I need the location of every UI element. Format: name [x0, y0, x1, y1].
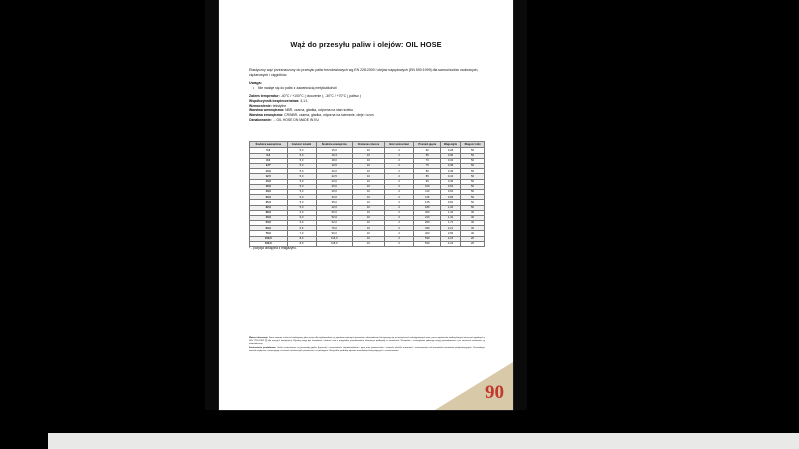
table-cell: 2	[384, 174, 414, 179]
page-number: 90	[485, 382, 504, 403]
table-header-cell: Ilość wzmocnień	[384, 142, 414, 148]
table-cell: 40	[461, 226, 485, 231]
table-cell: 42,0	[316, 205, 353, 210]
table-cell: 330	[414, 226, 441, 231]
table-cell: 50	[461, 184, 485, 189]
spec-key: Wzmocnienie:	[249, 103, 272, 108]
spec-key: Warstwa wewnętrzna:	[249, 108, 285, 113]
table-cell: 65	[414, 153, 441, 158]
table-cell: 50	[461, 195, 485, 200]
footer-label-1: Ważne informacje:	[249, 337, 269, 339]
table-cell: 50	[461, 205, 485, 210]
table-cell: 100	[414, 184, 441, 189]
table-cell: 10	[353, 164, 385, 169]
table-cell: 210	[414, 215, 441, 220]
table-cell: 5,0	[287, 153, 316, 158]
table-cell: 13,0	[250, 179, 288, 184]
table-cell: 70	[414, 158, 441, 163]
table-cell: 6,5	[287, 226, 316, 231]
table-cell: 102,0	[250, 241, 288, 246]
table-cell: 2	[384, 153, 414, 158]
table-cell: 5,0	[287, 195, 316, 200]
table-cell: 2,82	[441, 231, 461, 236]
table-header-cell: Długość rolki	[461, 142, 485, 148]
spec-key: Zakres temperatur:	[249, 94, 280, 99]
table-cell: 62,0	[316, 221, 353, 226]
table-cell: 16,3	[316, 153, 353, 158]
table-cell: 5,0	[287, 164, 316, 169]
table-cell: 40	[461, 221, 485, 226]
catalog-page	[219, 0, 513, 410]
table-cell: 0,81	[441, 200, 461, 205]
table-cell: 40	[461, 215, 485, 220]
spec-key: Oznakowanie:	[249, 117, 272, 122]
table-cell: 20,0	[250, 195, 288, 200]
table-cell: 1,34	[441, 210, 461, 215]
footer-paragraph-2	[249, 347, 485, 353]
table-cell: 20	[461, 241, 485, 246]
product-table	[249, 141, 485, 247]
table-cell: 5,0	[287, 189, 316, 194]
table-cell: 180	[414, 205, 441, 210]
table-cell: 2	[384, 148, 414, 153]
table-cell: 2	[384, 195, 414, 200]
table-cell: 0,30	[441, 153, 461, 158]
page-left-band	[205, 0, 219, 410]
table-cell: 80	[414, 169, 441, 174]
footer-label-2: Zastrzeżenie produktowe:	[249, 347, 277, 350]
table-cell: 5,0	[287, 200, 316, 205]
body-text-block	[249, 68, 485, 122]
table-cell: 20	[461, 236, 485, 241]
table-cell: 4,24	[441, 241, 461, 246]
spec-value: tekstylne	[272, 103, 287, 108]
bottom-strip-light	[48, 433, 799, 449]
table-cell: 15,0	[316, 148, 353, 153]
spec-key: Współczynnik bezpieczeństwa:	[249, 98, 300, 103]
table-cell: 16,0	[250, 184, 288, 189]
table-cell: 2	[384, 226, 414, 231]
table-cell: 76,0	[250, 231, 288, 236]
table-cell: 23,0	[316, 179, 353, 184]
table-cell: 1,02	[441, 205, 461, 210]
table-cell: 40	[461, 231, 485, 236]
table-cell: 63,0	[250, 226, 288, 231]
table-cell: 40	[461, 210, 485, 215]
table-cell: 10	[353, 210, 385, 215]
table-header-cell: Ciśnienie robocze	[353, 142, 385, 148]
table-cell: 10	[353, 226, 385, 231]
spec-value: ... OIL HOSE DN MADE IN EU	[272, 117, 319, 122]
table-header-cell: Średnica wewnętrzna	[250, 142, 288, 148]
table-cell: 9,5*	[250, 164, 288, 169]
footer-legal	[249, 337, 485, 355]
table-cell: 0,28	[441, 148, 461, 153]
table-cell: 6,0	[287, 215, 316, 220]
table-cell: 10	[353, 231, 385, 236]
table-cell: 5,0	[250, 148, 288, 153]
table-cell: 0,44	[441, 174, 461, 179]
spec-list	[249, 94, 485, 122]
table-cell: 1,74	[441, 221, 461, 226]
table-cell: 145	[414, 200, 441, 205]
spec-value: CR/NBR, czarna, gładka, odporna na ścieranie, oleje i ozon	[284, 113, 374, 117]
table-cell: 40,0	[250, 215, 288, 220]
page-right-band	[513, 0, 527, 410]
table-cell: 400	[414, 231, 441, 236]
table-cell: 50	[461, 174, 485, 179]
table-cell: 60	[414, 148, 441, 153]
table-cell: 10	[353, 200, 385, 205]
table-cell: 20,0	[316, 169, 353, 174]
note-bullet: • Nie nadaje się do paliw z zawartością metyloalkoholi	[258, 86, 485, 90]
table-cell: 116,0	[316, 236, 353, 241]
table-cell: 12,5	[250, 174, 288, 179]
table-cell: 10	[353, 184, 385, 189]
table-cell: 22,5	[316, 174, 353, 179]
table-cell: 10,0	[250, 169, 288, 174]
table-cell: 100,0	[250, 236, 288, 241]
table-cell: 19,5	[316, 164, 353, 169]
table-cell: 0,54	[441, 184, 461, 189]
table-cell: 10	[353, 241, 385, 246]
table-cell: 18,0	[316, 158, 353, 163]
table-cell: 50	[461, 164, 485, 169]
table-cell: 90,0	[316, 231, 353, 236]
table-cell: 5,0	[287, 158, 316, 163]
table-cell: 110	[414, 189, 441, 194]
page-number-corner	[435, 362, 513, 410]
table-cell: 50	[461, 158, 485, 163]
bottom-strip	[0, 433, 799, 449]
intro-paragraph: Elastyczny wąż przeznaczony do przesyłu paliw bezołowiowych wg EN 228:2000 i olejów napędowych (EN 590:1999) dla samochodów osobowych, ciężarowych i cięgników.	[249, 68, 479, 77]
table-cell: 10	[353, 179, 385, 184]
table-cell: 50	[461, 179, 485, 184]
table-cell: 2	[384, 241, 414, 246]
table-cell: 50	[461, 189, 485, 194]
table-cell: 10	[353, 205, 385, 210]
table-cell: 32,0	[250, 205, 288, 210]
table-cell: 10	[353, 221, 385, 226]
table-header-cell: Promień gięcia	[414, 142, 441, 148]
table-cell: 19,0	[250, 189, 288, 194]
table-cell: 50,0	[250, 221, 288, 226]
spec-row	[249, 118, 485, 123]
table-header-cell: Średnica zewnętrzna	[316, 142, 353, 148]
table-cell: 1,42	[441, 215, 461, 220]
table-cell: 50	[461, 148, 485, 153]
spec-key: Warstwa zewnętrzna:	[249, 113, 284, 117]
table-cell: 2	[384, 184, 414, 189]
table-cell: 118,0	[316, 241, 353, 246]
table-cell: 0,34	[441, 158, 461, 163]
table-cell: 25,0	[250, 200, 288, 205]
table-cell: 5,0	[287, 169, 316, 174]
table-cell: 10	[353, 158, 385, 163]
table-cell: 0,38	[441, 164, 461, 169]
table-cell: 38,0	[250, 210, 288, 215]
table-cell: 2	[384, 169, 414, 174]
table-cell: 4,15	[441, 236, 461, 241]
table-cell: 5,0	[287, 174, 316, 179]
spec-value: NBR, czarna, gładka, odporna na stan ścieku	[285, 108, 354, 113]
footer-text-2: Jeżeli zastosowane są przewody giętkie (łączenie) i wwarunkach niepotwierdzone i typu oraz powierzchnie i wartości określa zawartość i zastosowanie od stanowiska warunków eksploatacyjnych. Przewidując warunki wyłączne, zastrzegając w kartach technicznych producenta i są dostępne. Wszystkie produkty opisane materiałem korzystających z zastosowania.	[249, 347, 485, 353]
table-cell: 115	[414, 195, 441, 200]
spec-value: 3,1:1	[300, 98, 308, 103]
table-cell: 90	[414, 179, 441, 184]
table-cell: 6,0	[287, 210, 316, 215]
table-cell: 8,0	[287, 241, 316, 246]
table-cell: 0,46	[441, 179, 461, 184]
table-cell: 200	[414, 210, 441, 215]
table-cell: 10	[353, 215, 385, 220]
table-cell: 85	[414, 174, 441, 179]
table-cell: 75	[414, 164, 441, 169]
table-cell: 10	[353, 148, 385, 153]
table-cell: 35,0	[316, 200, 353, 205]
table-header-cell: Grubość ścianki	[287, 142, 316, 148]
table-cell: 2	[384, 164, 414, 169]
table-cell: 29,0	[316, 189, 353, 194]
table-cell: 6,3	[250, 153, 288, 158]
table-cell: 8,0	[250, 158, 288, 163]
table-cell: 2	[384, 210, 414, 215]
note-label: Uwaga:	[249, 81, 262, 86]
table-cell: 50	[461, 153, 485, 158]
spec-value: -40°C / +100°C ( otoczenie ), -30°C / +70°C ( paliwo )	[280, 94, 361, 99]
table-cell: 2	[384, 158, 414, 163]
table-cell: 2	[384, 179, 414, 184]
table-cell: 10	[353, 169, 385, 174]
table-cell: 7,0	[287, 231, 316, 236]
table-cell: 0,62	[441, 189, 461, 194]
page-title: Wąż do przesyłu paliw i olejów: OIL HOSE	[290, 40, 442, 49]
table-cell: 2	[384, 200, 414, 205]
table-cell: 52,0	[316, 215, 353, 220]
table-cell: 2	[384, 231, 414, 236]
table-cell: 10	[353, 174, 385, 179]
table-cell: 8,0	[287, 236, 316, 241]
table-cell: 5,0	[287, 179, 316, 184]
table-header-cell: Waga kg/m	[441, 142, 461, 148]
table-cell: 2	[384, 189, 414, 194]
table-cell: 76,0	[316, 226, 353, 231]
table-cell: 5,0	[287, 184, 316, 189]
table-cell: 260	[414, 221, 441, 226]
table-cell: 530	[414, 236, 441, 241]
table-cell: 540	[414, 241, 441, 246]
table-cell: 10	[353, 195, 385, 200]
footnote: * - pozycja dostępna z magazynu.	[249, 246, 297, 250]
table-cell: 50,0	[316, 210, 353, 215]
table-cell: 10	[353, 189, 385, 194]
table-cell: 26,0	[316, 184, 353, 189]
table-cell: 50	[461, 200, 485, 205]
table-cell: 0,65	[441, 195, 461, 200]
table-cell: 0,39	[441, 169, 461, 174]
table-body	[250, 148, 485, 247]
footer-text-1: Dane zawarte w karcie katalogowej jako serwis dla użytkowników są wynikiem własnych pomiarów i doświadczeń lub opierają się na wartościach udostępnianych nam, przez wytwórców według których oznaczeń zgodnych z DIN 7716:1982 [2] dla naszych kompletacji. Wyroby mogą być kompletne i dotrzeć one z przypadku przedstawiono informacje podlegały w zastrzeżeń. Wszystkie i szczegółowe gabaryty mogą powiadomienia i po zmianach wskazane są nieostateczne.	[249, 337, 486, 345]
table-cell: 6,0	[287, 221, 316, 226]
table-cell: 30,0	[316, 195, 353, 200]
table-cell: 2	[384, 215, 414, 220]
table-cell: 2	[384, 221, 414, 226]
table-cell: 5,0	[287, 205, 316, 210]
table-cell: 2,21	[441, 226, 461, 231]
footer-paragraph-1	[249, 337, 485, 345]
table-cell: 10	[353, 153, 385, 158]
table-cell: 10	[353, 236, 385, 241]
table-cell: 2	[384, 236, 414, 241]
table-cell: 5,0	[287, 148, 316, 153]
table-cell: 2	[384, 205, 414, 210]
table-cell: 50	[461, 169, 485, 174]
